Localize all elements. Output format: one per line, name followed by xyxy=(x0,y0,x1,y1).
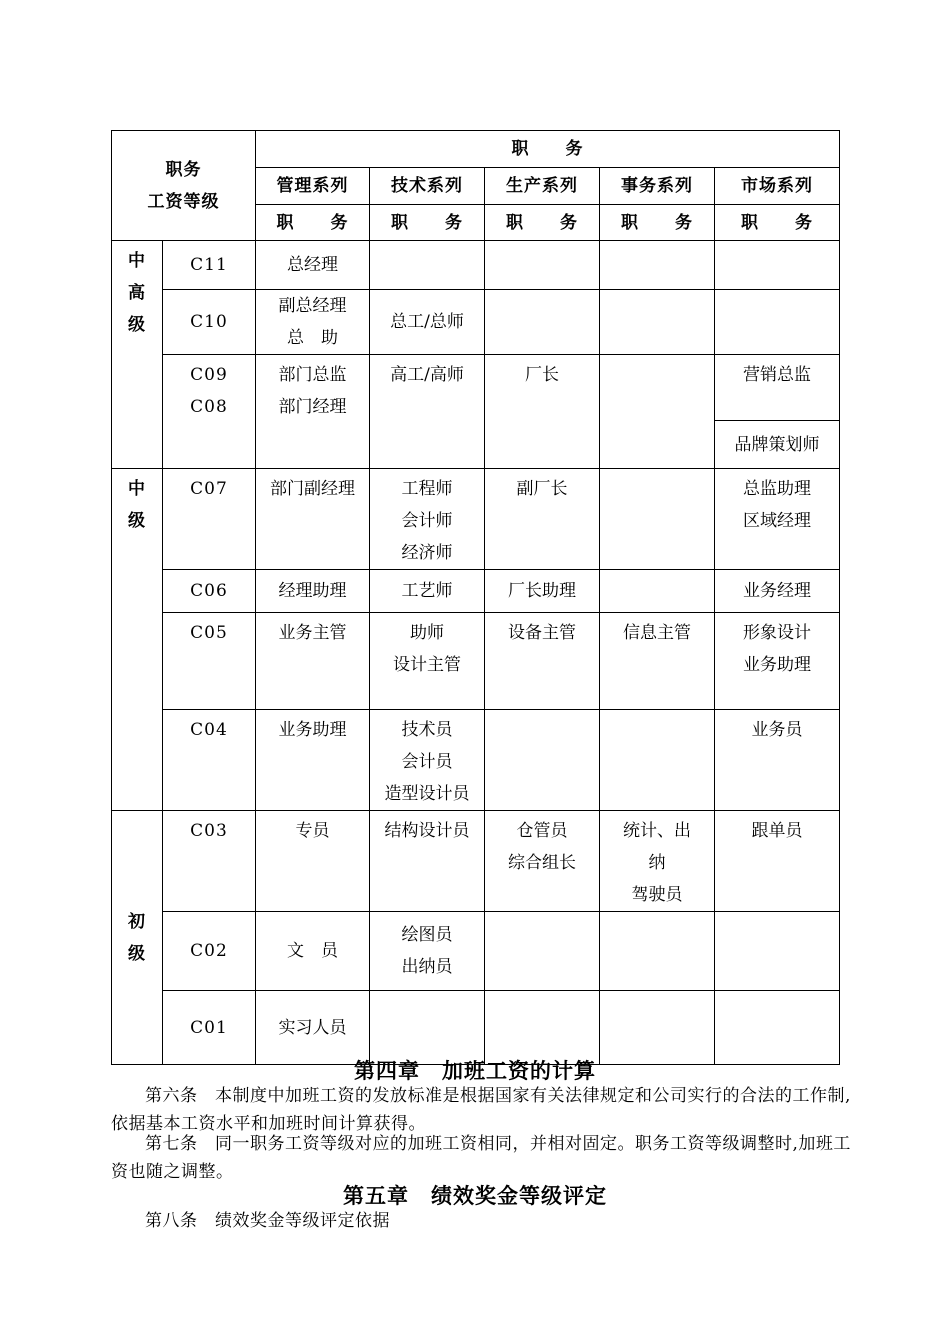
level-junior: 初 级 xyxy=(112,811,163,1065)
header-sub-tech: 职 务 xyxy=(370,205,485,241)
cell-c05-prod: 设备主管 xyxy=(485,613,600,710)
level-upper-middle: 中 高 级 xyxy=(112,241,163,469)
cell-c02-mgmt: 文 员 xyxy=(256,912,370,991)
header-sub-mgmt: 职 务 xyxy=(256,205,370,241)
cell-c04-prod xyxy=(485,710,600,811)
corner-position-label: 职务 xyxy=(165,159,202,180)
cell-c01-tech xyxy=(370,991,485,1065)
cell-c07-prod: 副厂长 xyxy=(485,469,600,570)
cell-c03-affairs: 统计、出 纳 驾驶员 xyxy=(600,811,715,912)
cell-c09-prod: 厂长 xyxy=(485,355,600,469)
cell-c02-market xyxy=(715,912,840,991)
cell-c02-tech: 绘图员 出纳员 xyxy=(370,912,485,991)
cell-c05-tech: 助师 设计主管 xyxy=(370,613,485,710)
cell-c11-mgmt: 总经理 xyxy=(256,241,370,290)
grade-c02: C02 xyxy=(163,912,256,991)
header-series-prod: 生产系列 xyxy=(485,168,600,205)
cell-c10-market xyxy=(715,290,840,355)
cell-c06-prod: 厂长助理 xyxy=(485,570,600,613)
cell-c07-market: 总监助理 区域经理 xyxy=(715,469,840,570)
cell-c11-prod xyxy=(485,241,600,290)
grade-c04: C04 xyxy=(163,710,256,811)
header-sub-affairs: 职 务 xyxy=(600,205,715,241)
cell-c05-mgmt: 业务主管 xyxy=(256,613,370,710)
header-position: 职 务 xyxy=(256,131,840,168)
cell-c02-prod xyxy=(485,912,600,991)
cell-c04-tech: 技术员 会计员 造型设计员 xyxy=(370,710,485,811)
header-corner-cell xyxy=(112,131,256,241)
header-series-mgmt: 管理系列 xyxy=(256,168,370,205)
cell-c04-market: 业务员 xyxy=(715,710,840,811)
cell-c10-tech: 总工/总师 xyxy=(370,290,485,355)
cell-c11-market xyxy=(715,241,840,290)
grade-c05: C05 xyxy=(163,613,256,710)
header-sub-prod: 职 务 xyxy=(485,205,600,241)
grade-c03: C03 xyxy=(163,811,256,912)
cell-c07-affairs xyxy=(600,469,715,570)
cell-c10-affairs xyxy=(600,290,715,355)
article-7: 第七条 同一职务工资等级对应的加班工资相同，并相对固定。职务工资等级调整时,加班工资也随之调整。 xyxy=(111,1134,851,1182)
cell-c03-tech: 结构设计员 xyxy=(370,811,485,912)
cell-c09-affairs xyxy=(600,355,715,469)
cell-c03-prod: 仓管员 综合组长 xyxy=(485,811,600,912)
cell-c03-market: 跟单员 xyxy=(715,811,840,912)
cell-c05-affairs: 信息主管 xyxy=(600,613,715,710)
cell-c06-affairs xyxy=(600,570,715,613)
cell-c05-market: 形象设计 业务助理 xyxy=(715,613,840,710)
cell-c04-affairs xyxy=(600,710,715,811)
grade-c01: C01 xyxy=(163,991,256,1065)
article-8: 第八条 绩效奖金等级评定依据 xyxy=(145,1211,390,1231)
cell-c01-affairs xyxy=(600,991,715,1065)
cell-c06-market: 业务经理 xyxy=(715,570,840,613)
chapter5-title: 第五章 绩效奖金等级评定 xyxy=(343,1183,607,1208)
grade-c09-c08: C09 C08 xyxy=(163,355,256,469)
cell-c10-prod xyxy=(485,290,600,355)
cell-c10-mgmt: 副总经理 总 助 xyxy=(256,290,370,355)
grade-c06: C06 xyxy=(163,570,256,613)
cell-c06-tech: 工艺师 xyxy=(370,570,485,613)
corner-grade-label: 工资等级 xyxy=(147,191,220,212)
cell-c02-affairs xyxy=(600,912,715,991)
cell-c09-market: 营销总监 xyxy=(715,355,840,421)
grade-c11: C11 xyxy=(163,241,256,290)
article-6: 第六条 本制度中加班工资的发放标准是根据国家有关法律规定和公司实行的合法的工作制,依据基本工资水平和加班时间计算获得。 xyxy=(111,1086,851,1134)
header-series-market: 市场系列 xyxy=(715,168,840,205)
cell-c07-mgmt: 部门副经理 xyxy=(256,469,370,570)
cell-c08-market: 品牌策划师 xyxy=(715,421,840,469)
cell-c07-tech: 工程师 会计师 经济师 xyxy=(370,469,485,570)
header-sub-market: 职 务 xyxy=(715,205,840,241)
cell-c01-prod xyxy=(485,991,600,1065)
cell-c03-mgmt: 专员 xyxy=(256,811,370,912)
grade-c07: C07 xyxy=(163,469,256,570)
chapter4-title: 第四章 加班工资的计算 xyxy=(354,1058,596,1083)
cell-c04-mgmt: 业务助理 xyxy=(256,710,370,811)
cell-c01-mgmt: 实习人员 xyxy=(256,991,370,1065)
cell-c11-tech xyxy=(370,241,485,290)
level-middle: 中 级 xyxy=(112,469,163,811)
cell-c09-mgmt: 部门总监 部门经理 xyxy=(256,355,370,469)
header-series-tech: 技术系列 xyxy=(370,168,485,205)
cell-c11-affairs xyxy=(600,241,715,290)
grade-c10: C10 xyxy=(163,290,256,355)
salary-grade-table xyxy=(111,130,840,1065)
cell-c06-mgmt: 经理助理 xyxy=(256,570,370,613)
cell-c09-tech: 高工/高师 xyxy=(370,355,485,469)
header-series-affairs: 事务系列 xyxy=(600,168,715,205)
cell-c01-market xyxy=(715,991,840,1065)
